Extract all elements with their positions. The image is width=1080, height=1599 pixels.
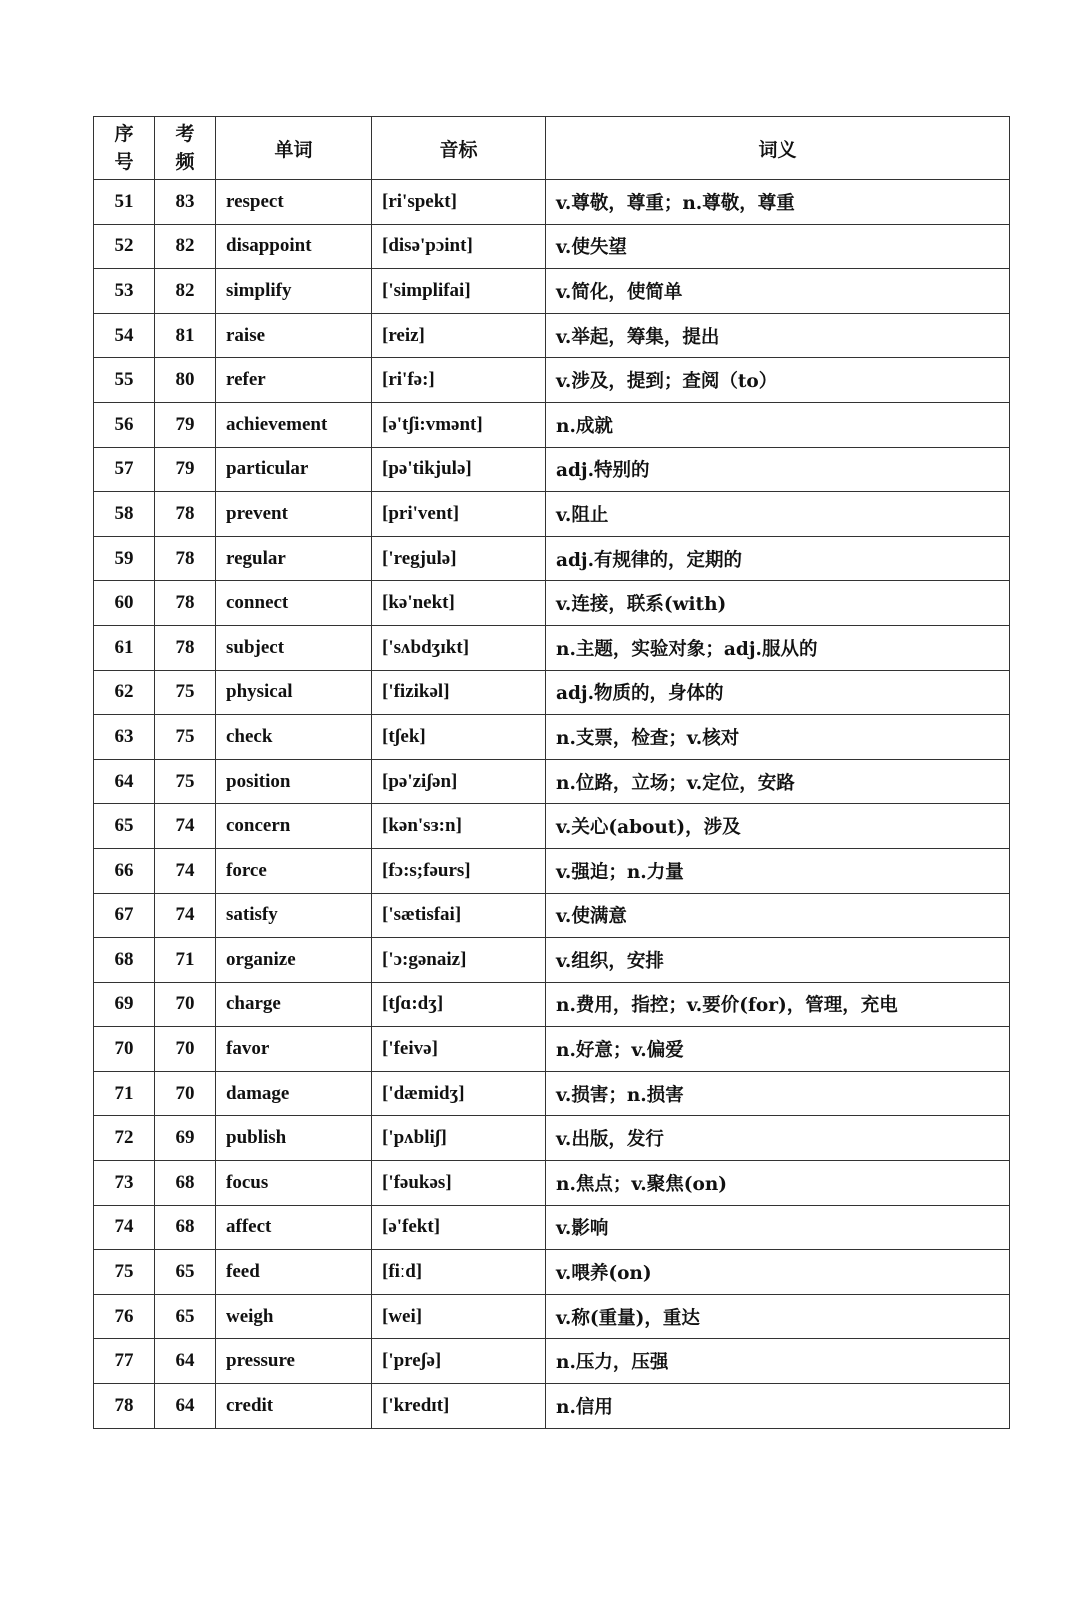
row-phonetic: ['fəukəs] xyxy=(372,1161,546,1206)
row-meaning: n.焦点；v.聚焦(on) xyxy=(546,1161,1010,1206)
row-meaning: n.位路，立场；v.定位，安路 xyxy=(546,759,1010,804)
row-frequency: 80 xyxy=(155,358,216,403)
table-row xyxy=(94,1384,1010,1429)
row-word: favor xyxy=(216,1027,372,1072)
row-frequency: 81 xyxy=(155,313,216,358)
table-row xyxy=(94,447,1010,492)
row-frequency: 75 xyxy=(155,759,216,804)
table-row xyxy=(94,625,1010,670)
row-frequency: 78 xyxy=(155,492,216,537)
table-row xyxy=(94,492,1010,537)
row-frequency: 79 xyxy=(155,402,216,447)
header-word: 单词 xyxy=(216,117,372,180)
row-word: focus xyxy=(216,1161,372,1206)
table-body xyxy=(94,180,1010,1429)
row-meaning: v.出版，发行 xyxy=(546,1116,1010,1161)
row-word: prevent xyxy=(216,492,372,537)
row-frequency: 69 xyxy=(155,1116,216,1161)
table-row xyxy=(94,804,1010,849)
row-word: affect xyxy=(216,1205,372,1250)
row-meaning: v.简化，使简单 xyxy=(546,269,1010,314)
row-meaning: v.使失望 xyxy=(546,224,1010,269)
row-word: pressure xyxy=(216,1339,372,1384)
row-index: 58 xyxy=(94,492,155,537)
row-meaning: v.阻止 xyxy=(546,492,1010,537)
row-index: 75 xyxy=(94,1250,155,1295)
table-row xyxy=(94,1339,1010,1384)
row-phonetic: [pə'ziʃən] xyxy=(372,759,546,804)
row-index: 72 xyxy=(94,1116,155,1161)
row-meaning: v.尊敬，尊重；n.尊敬，尊重 xyxy=(546,180,1010,225)
row-index: 65 xyxy=(94,804,155,849)
row-index: 71 xyxy=(94,1071,155,1116)
row-phonetic: [ə'tʃi:vmənt] xyxy=(372,402,546,447)
row-phonetic: [kə'nekt] xyxy=(372,581,546,626)
header-index xyxy=(94,117,155,180)
row-meaning: adj.有规律的，定期的 xyxy=(546,536,1010,581)
row-word: concern xyxy=(216,804,372,849)
table-row xyxy=(94,1116,1010,1161)
row-phonetic: [tʃek] xyxy=(372,715,546,760)
table-row xyxy=(94,982,1010,1027)
row-frequency: 78 xyxy=(155,536,216,581)
table-row xyxy=(94,536,1010,581)
row-index: 53 xyxy=(94,269,155,314)
header-meaning: 词义 xyxy=(546,117,1010,180)
row-index: 67 xyxy=(94,893,155,938)
row-index: 56 xyxy=(94,402,155,447)
table-row xyxy=(94,1071,1010,1116)
row-phonetic: [ri'fə:] xyxy=(372,358,546,403)
row-frequency: 65 xyxy=(155,1250,216,1295)
row-word: raise xyxy=(216,313,372,358)
row-index: 52 xyxy=(94,224,155,269)
row-index: 61 xyxy=(94,625,155,670)
row-index: 77 xyxy=(94,1339,155,1384)
table-row xyxy=(94,358,1010,403)
row-phonetic: [fiːd] xyxy=(372,1250,546,1295)
row-frequency: 75 xyxy=(155,715,216,760)
row-phonetic: [tʃɑ:dʒ] xyxy=(372,982,546,1027)
vocabulary-table xyxy=(93,116,1010,1429)
row-word: damage xyxy=(216,1071,372,1116)
row-word: subject xyxy=(216,625,372,670)
table-row xyxy=(94,670,1010,715)
row-frequency: 68 xyxy=(155,1205,216,1250)
row-meaning: n.压力，压强 xyxy=(546,1339,1010,1384)
table-row xyxy=(94,1027,1010,1072)
row-frequency: 70 xyxy=(155,1027,216,1072)
row-word: position xyxy=(216,759,372,804)
row-phonetic: [reiz] xyxy=(372,313,546,358)
header-frequency-line-2: 频 xyxy=(175,151,195,173)
row-word: check xyxy=(216,715,372,760)
row-meaning: v.举起，筹集，提出 xyxy=(546,313,1010,358)
header-frequency xyxy=(155,117,216,180)
header-index-line-2: 号 xyxy=(114,151,134,173)
header-row xyxy=(94,117,1010,180)
row-phonetic: [wei] xyxy=(372,1294,546,1339)
row-frequency: 68 xyxy=(155,1161,216,1206)
row-frequency: 74 xyxy=(155,804,216,849)
header-index-line-1: 序 xyxy=(114,123,134,145)
row-frequency: 75 xyxy=(155,670,216,715)
row-meaning: n.主题，实验对象；adj.服从的 xyxy=(546,625,1010,670)
table-row xyxy=(94,269,1010,314)
row-meaning: n.成就 xyxy=(546,402,1010,447)
row-index: 70 xyxy=(94,1027,155,1072)
row-phonetic: [ri'spekt] xyxy=(372,180,546,225)
row-frequency: 71 xyxy=(155,938,216,983)
row-phonetic: ['fizikəl] xyxy=(372,670,546,715)
table-row xyxy=(94,848,1010,893)
row-meaning: v.称(重量)，重达 xyxy=(546,1294,1010,1339)
row-phonetic: ['ɔ:gənaiz] xyxy=(372,938,546,983)
row-word: feed xyxy=(216,1250,372,1295)
row-frequency: 82 xyxy=(155,269,216,314)
row-phonetic: ['sʌbdʒɪkt] xyxy=(372,625,546,670)
row-index: 78 xyxy=(94,1384,155,1429)
row-word: satisfy xyxy=(216,893,372,938)
header-phonetic: 音标 xyxy=(372,117,546,180)
table-row xyxy=(94,313,1010,358)
row-frequency: 74 xyxy=(155,848,216,893)
row-phonetic: [disə'pɔint] xyxy=(372,224,546,269)
row-meaning: adj.物质的，身体的 xyxy=(546,670,1010,715)
table-row xyxy=(94,180,1010,225)
row-word: simplify xyxy=(216,269,372,314)
row-meaning: v.涉及，提到；查阅（to） xyxy=(546,358,1010,403)
table-row xyxy=(94,224,1010,269)
row-index: 63 xyxy=(94,715,155,760)
row-frequency: 64 xyxy=(155,1339,216,1384)
row-phonetic: [pri'vent] xyxy=(372,492,546,537)
row-meaning: v.组织，安排 xyxy=(546,938,1010,983)
row-frequency: 70 xyxy=(155,1071,216,1116)
row-phonetic: ['regjulə] xyxy=(372,536,546,581)
row-meaning: n.好意；v.偏爱 xyxy=(546,1027,1010,1072)
row-meaning: n.费用，指控；v.要价(for)，管理，充电 xyxy=(546,982,1010,1027)
row-word: achievement xyxy=(216,402,372,447)
table-row xyxy=(94,402,1010,447)
row-meaning: v.强迫；n.力量 xyxy=(546,848,1010,893)
row-meaning: n.信用 xyxy=(546,1384,1010,1429)
table-row xyxy=(94,1250,1010,1295)
row-word: disappoint xyxy=(216,224,372,269)
row-frequency: 70 xyxy=(155,982,216,1027)
row-meaning: adj.特别的 xyxy=(546,447,1010,492)
row-word: credit xyxy=(216,1384,372,1429)
row-frequency: 78 xyxy=(155,625,216,670)
row-frequency: 64 xyxy=(155,1384,216,1429)
row-word: weigh xyxy=(216,1294,372,1339)
table-row xyxy=(94,893,1010,938)
row-word: force xyxy=(216,848,372,893)
table-row xyxy=(94,759,1010,804)
row-word: respect xyxy=(216,180,372,225)
row-meaning: v.影响 xyxy=(546,1205,1010,1250)
row-phonetic: [ə'fekt] xyxy=(372,1205,546,1250)
row-index: 54 xyxy=(94,313,155,358)
row-index: 60 xyxy=(94,581,155,626)
row-meaning: v.关心(about)，涉及 xyxy=(546,804,1010,849)
row-phonetic: ['feivə] xyxy=(372,1027,546,1072)
table-row xyxy=(94,581,1010,626)
header-frequency-line-1: 考 xyxy=(175,123,195,145)
row-word: particular xyxy=(216,447,372,492)
row-word: regular xyxy=(216,536,372,581)
row-word: physical xyxy=(216,670,372,715)
row-word: charge xyxy=(216,982,372,1027)
row-meaning: v.喂养(on) xyxy=(546,1250,1010,1295)
row-index: 74 xyxy=(94,1205,155,1250)
row-phonetic: [kən'sɜ:n] xyxy=(372,804,546,849)
row-phonetic: ['dæmidʒ] xyxy=(372,1071,546,1116)
table-row xyxy=(94,938,1010,983)
row-phonetic: ['kredɪt] xyxy=(372,1384,546,1429)
row-meaning: n.支票，检查；v.核对 xyxy=(546,715,1010,760)
row-frequency: 78 xyxy=(155,581,216,626)
row-phonetic: ['simplifai] xyxy=(372,269,546,314)
row-index: 73 xyxy=(94,1161,155,1206)
row-index: 76 xyxy=(94,1294,155,1339)
row-index: 57 xyxy=(94,447,155,492)
table-row xyxy=(94,1161,1010,1206)
table-row xyxy=(94,1294,1010,1339)
row-frequency: 74 xyxy=(155,893,216,938)
row-index: 55 xyxy=(94,358,155,403)
row-word: organize xyxy=(216,938,372,983)
row-phonetic: [pə'tikjulə] xyxy=(372,447,546,492)
row-frequency: 83 xyxy=(155,180,216,225)
row-meaning: v.损害；n.损害 xyxy=(546,1071,1010,1116)
row-phonetic: ['preʃə] xyxy=(372,1339,546,1384)
row-index: 51 xyxy=(94,180,155,225)
row-index: 59 xyxy=(94,536,155,581)
row-frequency: 82 xyxy=(155,224,216,269)
table-row xyxy=(94,1205,1010,1250)
row-frequency: 79 xyxy=(155,447,216,492)
row-frequency: 65 xyxy=(155,1294,216,1339)
row-index: 69 xyxy=(94,982,155,1027)
row-word: connect xyxy=(216,581,372,626)
row-word: refer xyxy=(216,358,372,403)
row-index: 66 xyxy=(94,848,155,893)
row-index: 62 xyxy=(94,670,155,715)
row-index: 68 xyxy=(94,938,155,983)
row-phonetic: ['sætisfai] xyxy=(372,893,546,938)
row-index: 64 xyxy=(94,759,155,804)
row-word: publish xyxy=(216,1116,372,1161)
row-phonetic: ['pʌbliʃ] xyxy=(372,1116,546,1161)
row-meaning: v.使满意 xyxy=(546,893,1010,938)
row-meaning: v.连接，联系(with) xyxy=(546,581,1010,626)
table-row xyxy=(94,715,1010,760)
row-phonetic: [fɔ:s;fəurs] xyxy=(372,848,546,893)
